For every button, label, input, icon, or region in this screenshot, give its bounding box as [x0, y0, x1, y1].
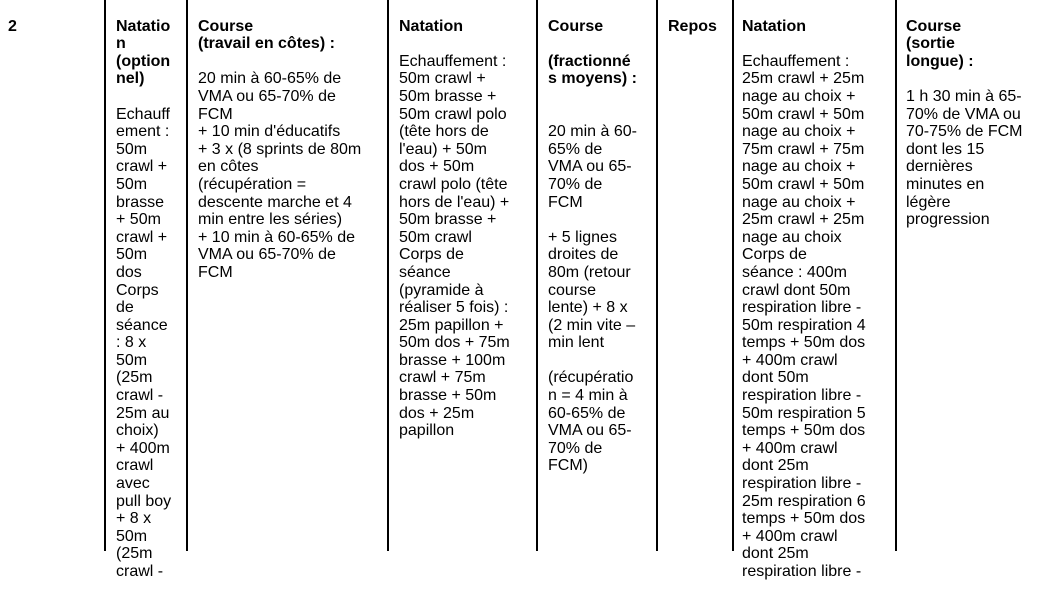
- day-title: Natatio n (option nel): [116, 17, 171, 88]
- day-title: Natation: [742, 17, 806, 35]
- column-border: [536, 0, 538, 551]
- day-content: 1 h 30 min à 65- 70% de VMA ou 70-75% de FCM dont les 15 dernières minutes en légère progression: [906, 87, 1023, 229]
- day-content: 20 min à 60- 65% de VMA ou 65- 70% de FCM + 5 lignes droites de 80m (retour course lente) + 8 x (2 min vite – min lent (récupératio n = 4 min à 60-65% de VMA ou 65- 70% de FCM): [548, 123, 637, 475]
- week-number: 2: [8, 17, 17, 35]
- day-cell-5: [668, 0, 728, 551]
- week-number-cell: [8, 0, 98, 551]
- day-content: Echauffement : 25m crawl + 25m nage au choix + 50m crawl + 50m nage au choix + 75m crawl + 75m nage au choix + 50m crawl + 50m nage au choix + 25m crawl + 25m nage au choix Corps de séance : 400m crawl dont 50m respiration libre - 50m respiration 4 temps + 50m dos + 400m crawl dont 50m respiration libre - 50m respiration 5 temps + 50m dos + 400m crawl dont 25m respiration libre - 25m respiration 6 temps + 50m dos + 400m crawl dont 25m respiration libre -: [742, 52, 866, 580]
- day-cell-6: [742, 0, 888, 580]
- day-content: 20 min à 60-65% de VMA ou 65-70% de FCM + 10 min d'éducatifs + 3 x (8 sprints de 80m en côtes (récupération = descente marche et 4 min entre les séries) + 10 min à 60-65% de VMA ou 65-70% de FCM: [198, 70, 362, 281]
- column-border: [186, 0, 188, 551]
- day-cell-1: [116, 0, 178, 580]
- day-cell-2: [198, 0, 380, 551]
- column-border: [104, 0, 106, 551]
- day-cell-7: [906, 0, 1042, 551]
- column-border: [656, 0, 658, 551]
- day-title: Natation: [399, 17, 463, 35]
- day-title: Course (travail en côtes) :: [198, 17, 335, 53]
- day-title: Course (fractionné s moyens) :: [548, 17, 637, 88]
- day-content: Echauffement : 50m crawl + 50m brasse + 50m crawl polo (tête hors de l'eau) + 50m dos + 50m crawl polo (tête hors de l'eau) + 50m brasse + 50m crawl Corps de séance (pyramide à réaliser 5 fois) : 25m papillon + 50m dos + 75m brasse + 100m crawl + 75m brasse + 50m dos + 25m papillon: [399, 52, 510, 440]
- day-content: Echauff ement : 50m crawl + 50m brasse + 50m crawl + 50m dos Corps de séance : 8 x 50m (25m crawl - 25m au choix) + 400m crawl avec pull boy + 8 x 50m (25m crawl -: [116, 105, 172, 580]
- day-title: Course (sortie longue) :: [906, 17, 974, 70]
- column-border: [387, 0, 389, 551]
- column-border: [732, 0, 734, 551]
- day-cell-4: [548, 0, 650, 551]
- day-cell-3: [399, 0, 530, 551]
- day-title: Repos: [668, 17, 717, 35]
- column-border: [895, 0, 897, 551]
